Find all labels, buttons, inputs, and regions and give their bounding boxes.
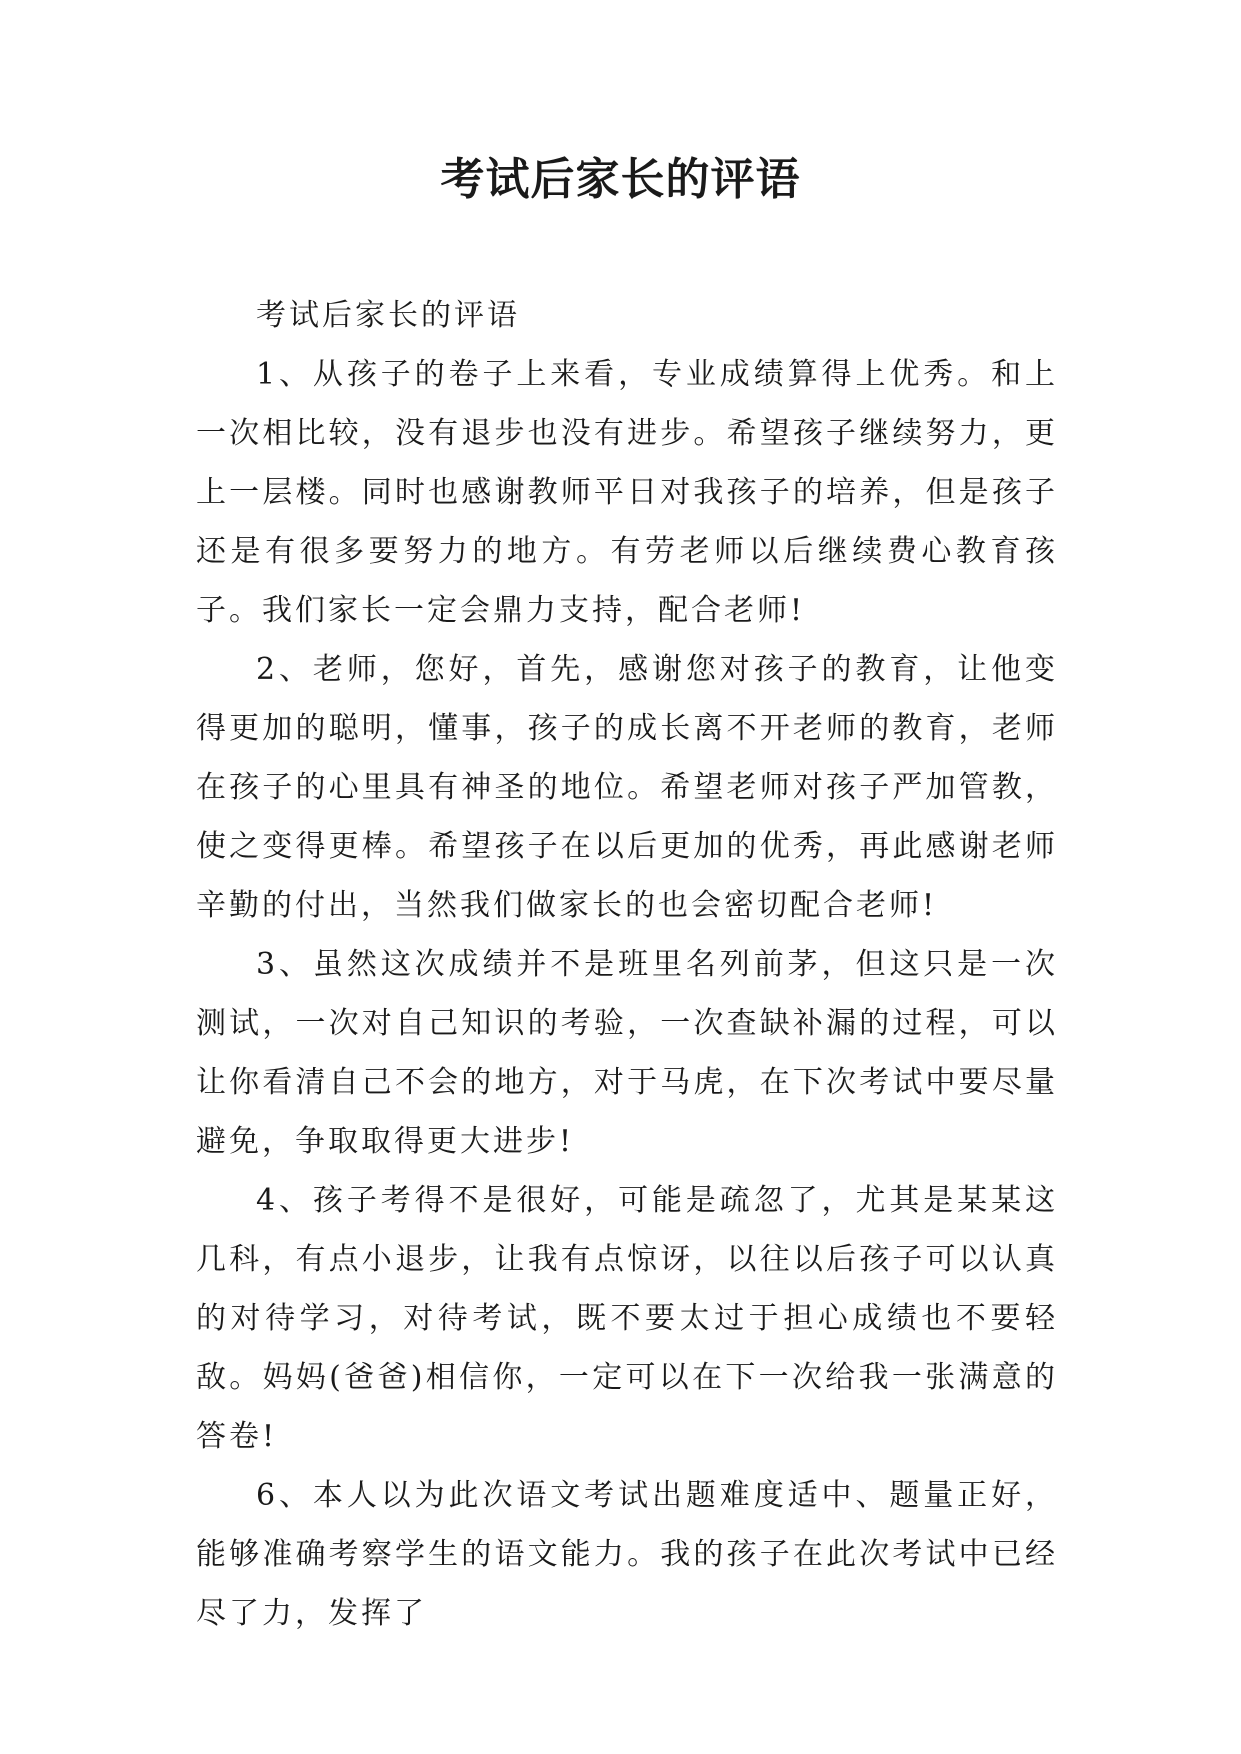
paragraph-comment-4: 4、孩子考得不是很好，可能是疏忽了，尤其是某某这几科，有点小退步，让我有点惊讶，以往以后孩子可以认真的对待学习，对待考试，既不要太过于担心成绩也不要轻敌。妈妈(爸爸)相信你，一定可以在下一次给我一张满意的答卷! xyxy=(196,1183,1058,1454)
paragraph-comment-6: 6、本人以为此次语文考试出题难度适中、题量正好，能够准确考察学生的语文能力。我的孩子在此次考试中已经尽了力，发挥了 xyxy=(196,1478,1058,1631)
document-body xyxy=(196,286,1058,1643)
paragraph-comment-3: 3、虽然这次成绩并不是班里名列前茅，但这只是一次测试，一次对自己知识的考验，一次查缺补漏的过程，可以让你看清自己不会的地方，对于马虎，在下次考试中要尽量避免，争取取得更大进步! xyxy=(196,947,1058,1159)
paragraph-comment-2: 2、老师，您好，首先，感谢您对孩子的教育，让他变得更加的聪明，懂事，孩子的成长离不开老师的教育，老师在孩子的心里具有神圣的地位。希望老师对孩子严加管教，使之变得更棒。希望孩子在以后更加的优秀，再此感谢老师辛勤的付出，当然我们做家长的也会密切配合老师! xyxy=(196,652,1058,923)
document-title: 考试后家长的评语 xyxy=(440,154,801,205)
paragraph-comment-1: 1、从孩子的卷子上来看，专业成绩算得上优秀。和上一次相比较，没有退步也没有进步。希望孩子继续努力，更上一层楼。同时也感谢教师平日对我孩子的培养，但是孩子还是有很多要努力的地方。有劳老师以后继续费心教育孩子。我们家长一定会鼎力支持，配合老师! xyxy=(196,357,1058,628)
paragraph-heading: 考试后家长的评语 xyxy=(256,298,520,333)
